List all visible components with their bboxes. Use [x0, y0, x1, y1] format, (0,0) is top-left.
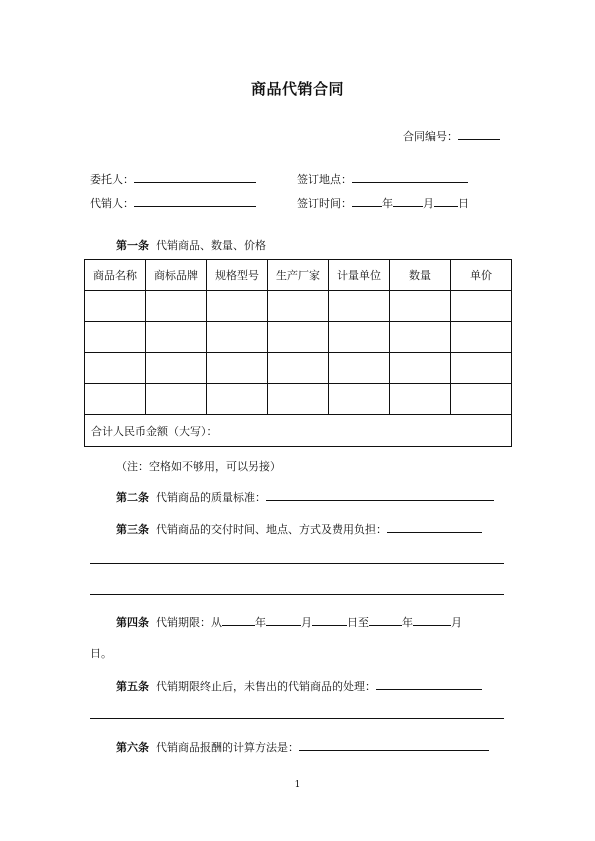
- table-cell[interactable]: [146, 291, 207, 322]
- start-year-blank[interactable]: [222, 615, 255, 626]
- article-3: [116, 521, 482, 537]
- table-cell[interactable]: [451, 291, 512, 322]
- article-4-day-end: 日。: [90, 647, 112, 660]
- table-cell[interactable]: [329, 353, 390, 384]
- article-6-number: 第六条: [116, 741, 149, 754]
- article-3-line[interactable]: [90, 594, 504, 595]
- article-2-blank[interactable]: [266, 490, 494, 501]
- sign-year-label: 年: [382, 197, 393, 210]
- start-year-label: 年: [255, 616, 266, 629]
- article-3-text: 代销商品的交付时间、地点、方式及费用负担：: [156, 523, 387, 536]
- table-cell[interactable]: [329, 384, 390, 415]
- table-cell[interactable]: [146, 384, 207, 415]
- table-cell[interactable]: [85, 384, 146, 415]
- end-month-blank[interactable]: [413, 615, 451, 626]
- table-cell[interactable]: [390, 353, 451, 384]
- table-cell[interactable]: [329, 322, 390, 353]
- article-5-text: 代销期限终止后，未售出的代销商品的处理：: [156, 680, 376, 693]
- article-3-blank[interactable]: [387, 522, 482, 533]
- header-cell: 规格型号: [207, 260, 268, 291]
- table-cell[interactable]: [390, 291, 451, 322]
- contract-number-row: [403, 128, 500, 144]
- table-cell[interactable]: [207, 291, 268, 322]
- article-2: [116, 489, 494, 505]
- article-3-number: 第三条: [116, 523, 149, 536]
- sign-day-label: 日: [458, 197, 469, 210]
- consignor-row: [90, 171, 256, 187]
- table-cell[interactable]: [85, 353, 146, 384]
- article-4-text: 代销期限：从: [156, 616, 222, 629]
- article-5-number: 第五条: [116, 680, 149, 693]
- table-row: [85, 291, 512, 322]
- article-1: [116, 237, 266, 253]
- sign-place-row: [297, 171, 468, 187]
- consignee-blank[interactable]: [134, 196, 256, 207]
- table-cell[interactable]: [207, 353, 268, 384]
- table-row: [85, 384, 512, 415]
- header-cell: 商标品牌: [146, 260, 207, 291]
- consignee-label: 代销人：: [90, 197, 134, 210]
- table-row: [85, 322, 512, 353]
- header-cell: 单价: [451, 260, 512, 291]
- contract-number-label: 合同编号：: [403, 130, 458, 143]
- table-cell[interactable]: [146, 322, 207, 353]
- start-day-to-label: 日至: [347, 616, 369, 629]
- article-3-line[interactable]: [90, 563, 504, 564]
- table-cell[interactable]: [268, 291, 329, 322]
- table-total-row: [85, 415, 512, 447]
- start-month-blank[interactable]: [266, 615, 301, 626]
- sign-place-label: 签订地点：: [297, 173, 352, 186]
- sign-day-blank[interactable]: [434, 196, 458, 207]
- sign-place-blank[interactable]: [352, 172, 468, 183]
- article-2-text: 代销商品的质量标准：: [156, 491, 266, 504]
- start-day-blank[interactable]: [312, 615, 347, 626]
- article-6: [116, 739, 489, 755]
- start-month-label: 月: [301, 616, 312, 629]
- table-cell[interactable]: [85, 291, 146, 322]
- page-number: 1: [294, 780, 301, 790]
- consignee-row: [90, 195, 256, 211]
- article-4-number: 第四条: [116, 616, 149, 629]
- table-header-row: [85, 260, 512, 291]
- sign-month-blank[interactable]: [393, 196, 423, 207]
- table-note: （注：空格如不够用，可以另接）: [116, 460, 281, 473]
- table-cell[interactable]: [268, 353, 329, 384]
- table-cell[interactable]: [146, 353, 207, 384]
- goods-table: [84, 259, 512, 447]
- table-row: [85, 353, 512, 384]
- table-cell[interactable]: [85, 322, 146, 353]
- header-cell: 商品名称: [85, 260, 146, 291]
- article-4: [116, 614, 462, 630]
- table-cell[interactable]: [451, 322, 512, 353]
- header-cell: 计量单位: [329, 260, 390, 291]
- table-cell[interactable]: [390, 322, 451, 353]
- sign-time-label: 签订时间：: [297, 197, 352, 210]
- consignor-blank[interactable]: [134, 172, 256, 183]
- article-6-blank[interactable]: [299, 740, 489, 751]
- article-5-line[interactable]: [90, 718, 504, 719]
- table-cell[interactable]: [207, 322, 268, 353]
- header-cell: 数量: [390, 260, 451, 291]
- contract-number-blank[interactable]: [458, 129, 500, 140]
- sign-year-blank[interactable]: [352, 196, 382, 207]
- total-amount-cell[interactable]: 合计人民币金额（大写）：: [85, 415, 512, 447]
- sign-time-row: [297, 195, 469, 211]
- sign-month-label: 月: [423, 197, 434, 210]
- end-year-blank[interactable]: [369, 615, 402, 626]
- consignor-label: 委托人：: [90, 173, 134, 186]
- end-year-label: 年: [402, 616, 413, 629]
- end-month-label: 月: [451, 616, 462, 629]
- article-6-text: 代销商品报酬的计算方法是：: [156, 741, 299, 754]
- table-cell[interactable]: [451, 384, 512, 415]
- article-2-number: 第二条: [116, 491, 149, 504]
- document-title: 商品代销合同: [250, 80, 344, 98]
- article-5-blank[interactable]: [376, 679, 482, 690]
- table-cell[interactable]: [329, 291, 390, 322]
- article-1-text: 代销商品、数量、价格: [156, 239, 266, 252]
- article-5: [116, 678, 482, 694]
- table-cell[interactable]: [268, 384, 329, 415]
- table-cell[interactable]: [451, 353, 512, 384]
- header-cell: 生产厂家: [268, 260, 329, 291]
- table-cell[interactable]: [268, 322, 329, 353]
- table-cell[interactable]: [390, 384, 451, 415]
- table-cell[interactable]: [207, 384, 268, 415]
- article-1-number: 第一条: [116, 239, 149, 252]
